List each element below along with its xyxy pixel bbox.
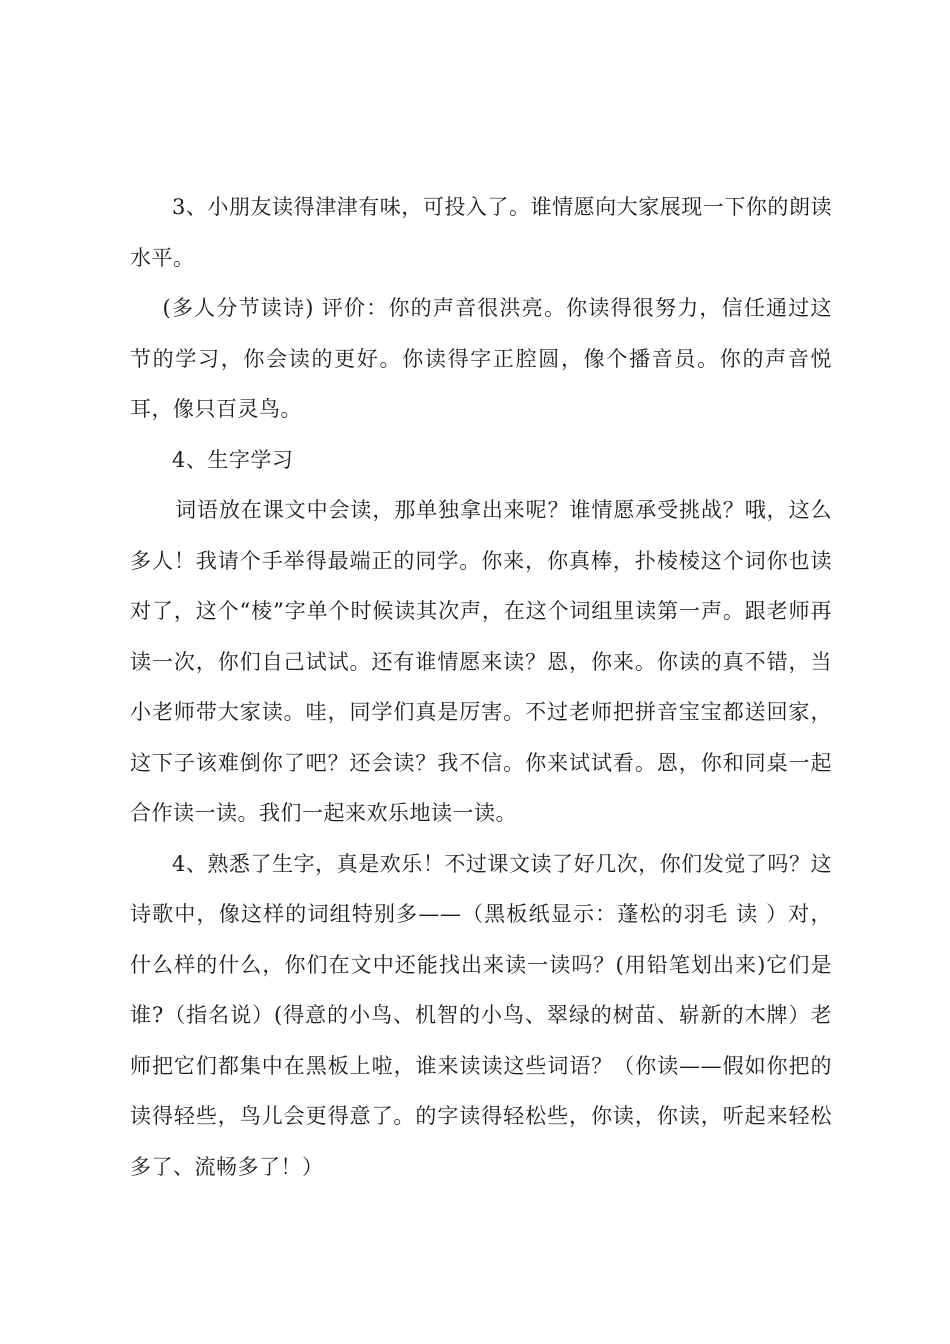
paragraph-3-heading: 4、生字学习: [172, 447, 294, 472]
document-body: [130, 182, 832, 1192]
paragraph-2: (多人分节读诗) 评价：你的声音很洪亮。你读得很努力，信任通过这节的学习，你会读的更好。你读得字正腔圆，像个播音员。你的声音悦耳，像只百灵鸟。: [130, 296, 832, 421]
paragraph-4: 词语放在课文中会读，那单独拿出来呢？谁情愿承受挑战？哦，这么多人！我请个手举得最端正的同学。你来，你真棒，扑棱棱这个词你也读对了，这个“棱”字单个时候读其次声，在这个词组里读第一声。跟老师再读一次，你们自己试试。还有谁情愿来读？恩，你来。你读的真不错，当小老师带大家读。哇，同学们真是厉害。不过老师把拼音宝宝都送回家，这下子该难倒你了吧？还会读？我不信。你来试试看。恩，你和同桌一起合作读一读。我们一起来欢乐地读一读。: [130, 498, 832, 825]
paragraph-5: 4、熟悉了生字，真是欢乐！不过课文读了好几次，你们发觉了吗？这诗歌中，像这样的词组特别多——（黑板纸显示：蓬松的羽毛 读 ）对，什么样的什么，你们在文中还能找出来读一读吗？(用铅笔划出来)它们是谁?（指名说）(得意的小鸟、机智的小鸟、翠绿的树苗、崭新的木牌）老师把它们都集中在黑板上啦，谁来读读这些词语？（你读——假如你把的读得轻些，鸟儿会更得意了。的字读得轻松些，你读，你读，听起来轻松多了、流畅多了！）: [130, 851, 832, 1179]
paragraph-1: 3、小朋友读得津津有味，可投入了。谁情愿向大家展现一下你的朗读水平。: [130, 195, 832, 270]
